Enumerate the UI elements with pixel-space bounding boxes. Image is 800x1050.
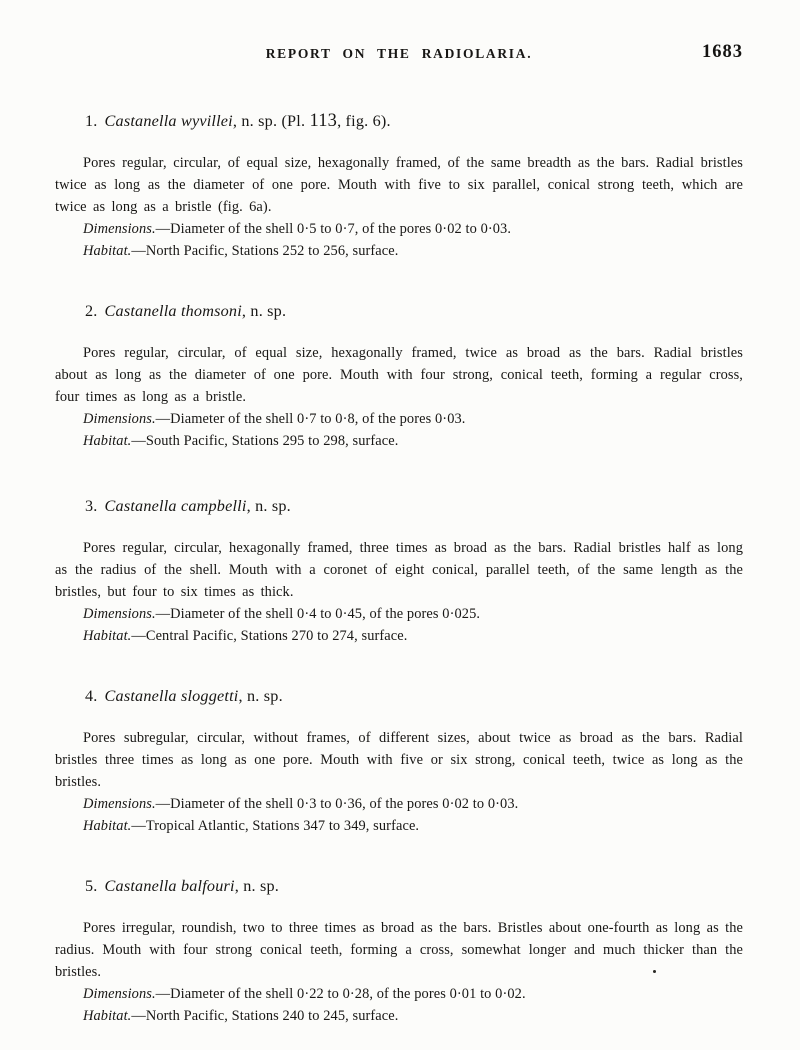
species-section-1 (55, 109, 743, 262)
dimensions-text: —Diameter of the shell 0·22 to 0·28, of the pores 0·01 to 0·02. (155, 986, 526, 1002)
habitat-label: Habitat. (83, 1008, 132, 1024)
dimensions-text: —Diameter of the shell 0·3 to 0·36, of the pores 0·02 to 0·03. (155, 796, 519, 812)
species-description: Pores regular, circular, of equal size, hexagonally framed, twice as broad as the bars. Radial bristles about as long as the diameter of one pore. Mouth with four strong, conical teeth, forming a regular cross, four times as long as a bristle. (55, 345, 743, 405)
dimensions-line (55, 793, 743, 815)
species-section-4 (55, 685, 743, 837)
species-number: 3. (85, 497, 98, 515)
species-heading-tail: , fig. 6). (337, 112, 391, 130)
plate-number: 113 (309, 110, 338, 130)
dimensions-text: —Diameter of the shell 0·4 to 0·45, of the pores 0·025. (155, 606, 481, 622)
dimensions-label: Dimensions. (83, 986, 156, 1002)
species-description: Pores regular, circular, of equal size, hexagonally framed, of the same breadth as the bars. Radial bristles twice as long as the diameter of one pore. Mouth with five to six parallel, conical strong teeth, which are twice as long as a bristle (fig. 6a). (55, 155, 743, 215)
habitat-text: —Tropical Atlantic, Stations 347 to 349, surface. (131, 818, 420, 834)
dimensions-label: Dimensions. (83, 411, 156, 427)
habitat-label: Habitat. (83, 818, 132, 834)
dimensions-line (55, 983, 743, 1005)
dimensions-text: —Diameter of the shell 0·5 to 0·7, of the pores 0·02 to 0·03. (155, 221, 512, 237)
habitat-line (55, 240, 743, 262)
species-section-2 (55, 300, 743, 452)
dimensions-line (55, 603, 743, 625)
species-description: Pores regular, circular, hexagonally framed, three times as broad as the bars. Radial bristles half as long as the radius of the shell. Mouth with a coronet of eight conical, parallel teeth, of the same length as the bristles, but four to six times as thick. (55, 540, 743, 600)
page-header (55, 42, 743, 66)
species-name: Castanella campbelli (104, 497, 247, 515)
habitat-text: —North Pacific, Stations 252 to 256, surface. (131, 243, 399, 259)
habitat-line (55, 815, 743, 837)
dimensions-label: Dimensions. (83, 796, 156, 812)
species-heading-rest: , n. sp. (234, 877, 280, 895)
species-heading-rest: , n. sp. (238, 687, 283, 705)
species-name: Castanella thomsoni (104, 302, 242, 320)
habitat-line (55, 1005, 743, 1027)
species-heading-rest: , n. sp. (246, 497, 291, 515)
species-name: Castanella sloggetti (104, 687, 239, 705)
species-heading (85, 685, 743, 707)
habitat-line (55, 625, 743, 647)
habitat-label: Habitat. (83, 243, 132, 259)
dimensions-line (55, 218, 743, 240)
dimensions-line (55, 408, 743, 430)
species-number: 5. (85, 877, 98, 895)
species-name: Castanella wyvillei (104, 112, 233, 130)
species-heading (85, 109, 743, 132)
species-heading (85, 495, 743, 517)
species-heading-rest: , n. sp. (Pl. (232, 112, 310, 130)
habitat-text: —South Pacific, Stations 295 to 298, surface. (131, 433, 399, 449)
species-description: Pores irregular, roundish, two to three times as broad as the bars. Bristles about one-fourth as long as the radius. Mouth with four strong conical teeth, forming a cross, somewhat longer and much thicker than the bristles. (55, 920, 743, 980)
dimensions-label: Dimensions. (83, 606, 156, 622)
scan-speck (653, 970, 656, 973)
running-title: REPORT ON THE RADIOLARIA. (265, 46, 533, 61)
species-number: 1. (85, 112, 98, 130)
habitat-text: —Central Pacific, Stations 270 to 274, surface. (131, 628, 408, 644)
dimensions-text: —Diameter of the shell 0·7 to 0·8, of the pores 0·03. (155, 411, 466, 427)
habitat-label: Habitat. (83, 628, 132, 644)
species-heading (85, 875, 743, 897)
habitat-line (55, 430, 743, 452)
habitat-label: Habitat. (83, 433, 132, 449)
dimensions-label: Dimensions. (83, 221, 156, 237)
species-description: Pores subregular, circular, without frames, of different sizes, about twice as broad as the bars. Radial bristles three times as long as one pore. Mouth with five or six strong, conical teeth, twice as long as the bristles. (55, 730, 743, 790)
species-section-5 (55, 875, 743, 1027)
habitat-text: —North Pacific, Stations 240 to 245, surface. (131, 1008, 399, 1024)
page-number: 1683 (702, 42, 743, 62)
species-number: 2. (85, 302, 98, 320)
species-number: 4. (85, 687, 98, 705)
species-heading (85, 300, 743, 322)
species-name: Castanella balfouri (104, 877, 235, 895)
species-heading-rest: , n. sp. (241, 302, 287, 320)
species-section-3 (55, 495, 743, 647)
